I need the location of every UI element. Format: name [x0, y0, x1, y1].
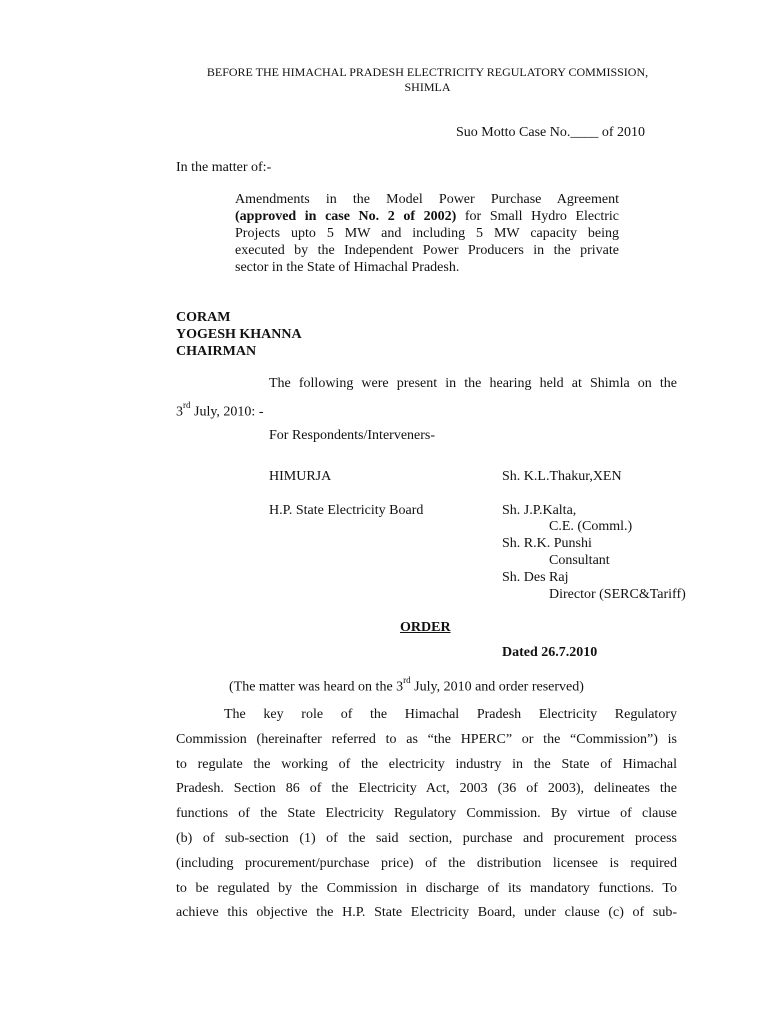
- paragraph-line: Pradesh. Section 86 of the Electricity Act, 2003 (36 of 2003), delineates the: [176, 781, 677, 797]
- paragraph-line: functions of the State Electricity Regulatory Commission. By virtue of clause: [176, 806, 677, 822]
- coram-block: [176, 309, 302, 360]
- representative-name: Sh. Des Raj: [502, 570, 569, 585]
- hearing-note: [229, 677, 584, 696]
- paragraph-line: (b) of sub-section (1) of the said section, purchase and procurement process: [176, 830, 677, 846]
- paragraph-line: (including procurement/purchase price) of the distribution licensee is required: [176, 855, 677, 871]
- header-line-1: BEFORE THE HIMACHAL PRADESH ELECTRICITY REGULATORY COMMISSION,: [206, 65, 649, 79]
- representative-name: Sh. R.K. Punshi: [502, 536, 592, 551]
- order-title: ORDER: [400, 620, 451, 635]
- paragraph-line: achieve this objective the H.P. State Electricity Board, under clause (c) of sub-: [176, 905, 677, 921]
- case-number: Suo Motto Case No.____ of 2010: [456, 125, 645, 140]
- party-name: H.P. State Electricity Board: [269, 503, 424, 518]
- subject-case-reference: (approved in case No. 2 of 2002): [235, 209, 457, 224]
- header-line-2: SHIMLA: [404, 80, 451, 94]
- party-name: HIMURJA: [269, 469, 332, 484]
- document-header: [0, 65, 770, 95]
- subject-line-4: executed by the Independent Power Producers in the private: [235, 243, 619, 258]
- in-the-matter-label: In the matter of:-: [176, 160, 272, 175]
- coram-label: CORAM: [176, 310, 231, 325]
- respondents-label: For Respondents/Interveners-: [269, 428, 436, 443]
- subject-line-2: [235, 208, 619, 225]
- subject-line-2-rest: for Small Hydro Electric: [456, 209, 619, 224]
- representative-role: C.E. (Comml.): [549, 519, 633, 534]
- case-subject: [235, 191, 619, 276]
- order-date: Dated 26.7.2010: [502, 645, 598, 660]
- presence-line-1: The following were present in the hearing held at Shimla on the: [269, 376, 677, 391]
- presence-date-rest: July, 2010: -: [190, 404, 264, 420]
- representative-role: Director (SERC&Tariff): [549, 587, 686, 602]
- paragraph-line: Commission (hereinafter referred to as “the HPERC” or the “Commission”) is: [176, 731, 677, 747]
- presence-line-2: [176, 402, 263, 421]
- presence-date-day: 3: [176, 404, 183, 420]
- paragraph-line: to be regulated by the Commission in discharge of its mandatory functions. To: [176, 880, 677, 896]
- hearing-note-pre: (The matter was heard on the 3: [229, 679, 404, 695]
- subject-line-5: sector in the State of Himachal Pradesh.: [235, 260, 460, 275]
- order-paragraph: [176, 703, 677, 926]
- hearing-note-suffix: rd: [403, 675, 411, 685]
- coram-name: YOGESH KHANNA: [176, 327, 302, 342]
- subject-line-1: Amendments in the Model Power Purchase Agreement: [235, 192, 619, 207]
- presence-date-suffix: rd: [183, 400, 191, 410]
- paragraph-line: The key role of the Himachal Pradesh Electricity Regulatory: [224, 707, 677, 722]
- hearing-note-post: July, 2010 and order reserved): [410, 679, 584, 695]
- representative-name: Sh. J.P.Kalta,: [502, 503, 577, 518]
- representative-name: Sh. K.L.Thakur,XEN: [502, 469, 622, 484]
- coram-designation: CHAIRMAN: [176, 344, 257, 359]
- subject-line-3: Projects upto 5 MW and including 5 MW capacity being: [235, 226, 619, 241]
- paragraph-line: to regulate the working of the electricity industry in the State of Himachal: [176, 756, 677, 772]
- representative-role: Consultant: [549, 553, 610, 568]
